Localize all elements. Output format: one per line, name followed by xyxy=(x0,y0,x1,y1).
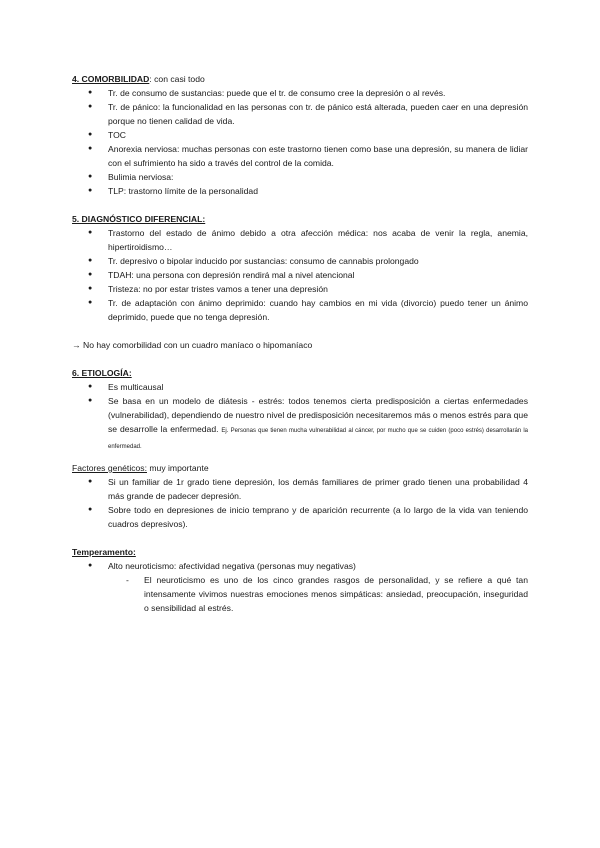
genetic-factors-title: Factores genéticos: xyxy=(72,463,147,473)
list-item: ● Sobre todo en depresiones de inicio temprano y de aparición recurrente (a lo largo de la vida van teniendo cuadros depresivos). xyxy=(72,503,528,531)
temperament-list xyxy=(72,559,528,573)
sub-list-item: - El neuroticismo es uno de los cinco grandes rasgos de personalidad, y se refiere a qué tan intensamente vivimos nuestras emociones menos simpáticas: ansiedad, preocupación, inseguridad o sensibilidad al estrés. xyxy=(72,573,528,615)
temperament-sublist xyxy=(72,573,528,615)
temperament-title: Temperamento: xyxy=(72,547,136,557)
list-item: ● Anorexia nerviosa: muchas personas con este trastorno tienen como base una depresión, su manera de lidiar con el sufrimiento ha sido a través del control de la comida. xyxy=(72,142,528,170)
list-item: ● Bulimia nerviosa: xyxy=(72,170,528,184)
list-item xyxy=(72,394,528,454)
list-item: ● Tr. depresivo o bipolar inducido por sustancias: consumo de cannabis prolongado xyxy=(72,254,528,268)
differential-diagnosis-title: 5. DIAGNÓSTICO DIFERENCIAL: xyxy=(72,214,206,224)
comorbidity-list xyxy=(72,86,528,198)
no-comorbidity-note: → No hay comorbilidad con un cuadro maníaco o hipomaníaco xyxy=(72,340,313,350)
document-page xyxy=(72,72,528,615)
comorbidity-heading xyxy=(72,72,528,86)
list-item: ● Alto neuroticismo: afectividad negativa (personas muy negativas) xyxy=(72,559,528,573)
differential-diagnosis-list xyxy=(72,226,528,324)
diathesis-stress-text: Se basa en un modelo de diátesis - estrés: todos tenemos cierta predisposición a ciertas enfermedades (vulnerabilidad), dependiendo de nuestro nivel de predisposición necesitaremos más o menos estrés para que se desarrolle la enfermedad. xyxy=(108,396,528,434)
list-item: ● Tristeza: no por estar tristes vamos a tener una depresión xyxy=(72,282,528,296)
genetic-factors-heading xyxy=(72,461,528,475)
list-item: ● Si un familiar de 1r grado tiene depresión, los demás familiares de primer grado tienen una probabilidad 4 más grande de padecer depresión. xyxy=(72,475,528,503)
list-item: ● Tr. de consumo de sustancias: puede que el tr. de consumo cree la depresión o al revés. xyxy=(72,86,528,100)
etiology-title: 6. ETIOLOGÍA: xyxy=(72,368,132,378)
list-item: ● Trastorno del estado de ánimo debido a otra afección médica: nos acaba de venir la regla, anemia, hipertiroidismo… xyxy=(72,226,528,254)
list-item: ● Tr. de adaptación con ánimo deprimido: cuando hay cambios en mi vida (divorcio) puedo tener un ánimo deprimido, puede que no tenga depresión. xyxy=(72,296,528,324)
example-note: Ej. Personas que tienen mucha vulnerabilidad al cáncer, por mucho que se cuiden (poco estrés) desarrollarán la enfermedad. xyxy=(108,428,529,450)
genetic-factors-suffix: muy importante xyxy=(147,463,209,473)
list-item: ● TOC xyxy=(72,128,528,142)
comorbidity-title: 4. COMORBILIDAD xyxy=(72,74,150,84)
list-item: ● TLP: trastorno límite de la personalidad xyxy=(72,184,528,198)
list-item: ● TDAH: una persona con depresión rendirá mal a nivel atencional xyxy=(72,268,528,282)
genetic-factors-list xyxy=(72,475,528,531)
list-item: ● Es multicausal xyxy=(72,380,528,394)
list-item: ● Tr. de pánico: la funcionalidad en las personas con tr. de pánico está alterada, pueden caer en una depresión porque no tienen calidad de vida. xyxy=(72,100,528,128)
etiology-list xyxy=(72,380,528,454)
comorbidity-title-suffix: : con casi todo xyxy=(149,74,205,84)
